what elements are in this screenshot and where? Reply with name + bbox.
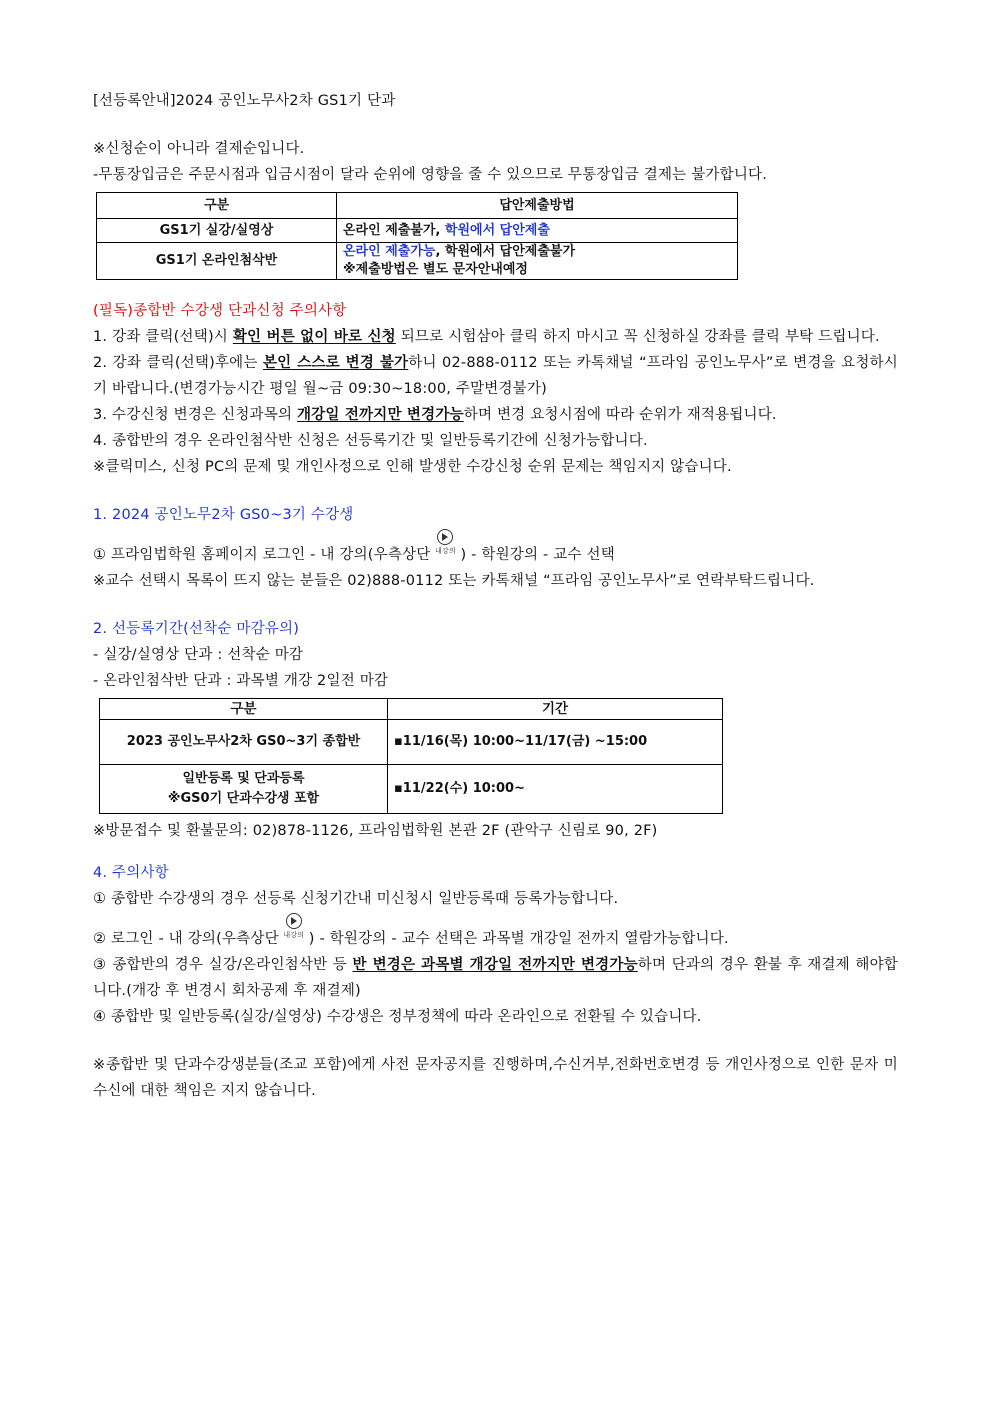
- table-row: [97, 219, 738, 243]
- section-2-heading: 2. 선등록기간(선착순 마감유의): [93, 621, 300, 637]
- section-1-step-rest: ) - 학원강의 - 교수 선택: [460, 547, 615, 563]
- caution-item-1: [93, 324, 898, 350]
- section-4-item-3-text: ③ 종합반의 경우 실강/온라인첨삭반 등: [93, 957, 353, 973]
- section-4-heading: 4. 주의사항: [93, 865, 169, 881]
- caution-note: ※클릭미스, 신청 PC의 문제 및 개인사정으로 인해 발생한 수강신청 순위 문제는 책임지지 않습니다.: [93, 459, 732, 475]
- spacer: [93, 114, 898, 136]
- row1-method-highlight: 학원에서 답안제출: [444, 222, 550, 238]
- caution-item-4: 4. 종합반의 경우 온라인첨삭반 신청은 선등록기간 및 일반등록기간에 신청가능합니다.: [93, 433, 648, 449]
- period-row2-date: ▪11/22(수) 10:00~: [388, 765, 723, 814]
- section-4-item-3: [93, 952, 898, 1004]
- section-4-item-4: ④ 종합반 및 일반등록(실강/실영상) 수강생은 정부정책에 따라 온라인으로 전환될 수 있습니다.: [93, 1009, 702, 1025]
- header-category: 구분: [100, 699, 388, 720]
- caution-heading: (필독)종합반 수강생 단과신청 주의사항: [93, 303, 347, 319]
- row2-method-note: ※제출방법은 별도 문자안내예정: [343, 262, 528, 277]
- section-1-step-text: ① 프라임법학원 홈페이지 로그인 - 내 강의(우측상단: [93, 547, 431, 563]
- section-4-item-3-emphasis: 반 변경은 과목별 개강일 전까지만 변경가능: [352, 957, 638, 973]
- my-lecture-play-icon: [430, 543, 460, 565]
- spacer: [93, 1030, 898, 1052]
- row2-method-highlight: 온라인 제출가능: [343, 244, 436, 259]
- my-lecture-icon-label: 내강의: [283, 931, 305, 939]
- table-header-row: [100, 699, 723, 720]
- caution-item-2-text: 2. 강좌 클릭(선택)후에는: [93, 355, 263, 371]
- row2-method-text: , 학원에서 답안제출불가: [435, 244, 576, 259]
- caution-item-3-emphasis: 개강일 전까지만 변경가능: [296, 407, 464, 423]
- caution-item-1-rest: 되므로 시험삼아 클릭 하지 마시고 꼭 신청하실 강좌를 클릭 부탁 드립니다.: [395, 329, 880, 345]
- caution-item-3: [93, 402, 898, 428]
- submission-method-table: [96, 192, 738, 280]
- row1-method-text: 온라인 제출불가,: [343, 222, 445, 238]
- document-title: [선등록안내]2024 공인노무사2차 GS1기 단과: [93, 93, 396, 109]
- caution-item-2-rest: 하니 02-888-0112 또는 카톡채널 “프라임 공인노무사”로 변경을 요청하시기 바랍니다.(변경가능시간 평일 월~금 09:30~18:00, 주말변경불가): [93, 355, 898, 397]
- caution-item-1-emphasis: 확인 버튼 없이 바로 신청: [232, 329, 396, 345]
- table-row: [100, 765, 723, 814]
- section-4-item-2-text: ② 로그인 - 내 강의(우측상단: [93, 931, 279, 947]
- row1-category: GS1기 실강/실영상: [97, 219, 337, 243]
- caution-item-2: [93, 350, 898, 402]
- section-4-item-2-rest: ) - 학원강의 - 교수 선택은 과목별 개강일 전까지 열람가능합니다.: [308, 931, 729, 947]
- table-row: [97, 243, 738, 280]
- my-lecture-play-icon: [279, 927, 309, 949]
- section-4-item-1: ① 종합반 수강생의 경우 선등록 신청기간내 미신청시 일반등록때 등록가능합니다.: [93, 891, 619, 907]
- caution-item-1-text: 1. 강좌 클릭(선택)시: [93, 329, 233, 345]
- section-4-item-2: [93, 926, 898, 952]
- section-4-item-3-rest: 하며 단과의 경우 환불 후 재결제 해야합니다.(개강 후 변경시 회차공제 후 재결제): [93, 957, 898, 999]
- section-2-line-1: - 실강/실영상 단과 : 선착순 마감: [93, 647, 304, 663]
- caution-item-3-text: 3. 수강신청 변경은 신청과목의: [93, 407, 297, 423]
- registration-period-table: [99, 698, 723, 814]
- spacer: [93, 912, 898, 926]
- contact-info: ※방문접수 및 환불문의: 02)878-1126, 프라임법학원 본관 2F (관악구 신림로 90, 2F): [93, 823, 658, 839]
- caution-item-3-rest: 하며 변경 요청시점에 따라 순위가 재적용됩니다.: [463, 407, 777, 423]
- notice-line-2: -무통장입금은 주문시점과 입금시점이 달라 순위에 영향을 줄 수 있으므로 무통장입금 결제는 불가합니다.: [93, 167, 768, 183]
- spacer: [93, 528, 898, 542]
- row2-method: [337, 243, 738, 280]
- period-row2-category-line1: 일반등록 및 단과등록: [182, 771, 305, 786]
- spacer: [93, 480, 898, 502]
- table-header-row: [97, 193, 738, 219]
- header-period: 기간: [388, 699, 723, 720]
- spacer: [93, 594, 898, 616]
- row1-method: [337, 219, 738, 243]
- header-category: 구분: [97, 193, 337, 219]
- table-row: [100, 720, 723, 765]
- period-row2-category-line2: ※GS0기 단과수강생 포함: [167, 791, 320, 806]
- period-row1-date: ▪11/16(목) 10:00~11/17(금) ~15:00: [388, 720, 723, 765]
- section-1-heading: 1. 2024 공인노무2차 GS0~3기 수강생: [93, 507, 354, 523]
- period-row2-category: [100, 765, 388, 814]
- document-page: [93, 88, 898, 1104]
- header-submission-method: 답안제출방법: [337, 193, 738, 219]
- spacer: [93, 844, 898, 860]
- section-2-line-2: - 온라인첨삭반 단과 : 과목별 개강 2일전 마감: [93, 673, 389, 689]
- section-1-note: ※교수 선택시 목록이 뜨지 않는 분들은 02)888-0112 또는 카톡채널 “프라임 공인노무사”로 연락부탁드립니다.: [93, 573, 815, 589]
- footer-note: ※종합반 및 단과수강생분들(조교 포함)에게 사전 문자공지를 진행하며,수신거부,전화번호변경 등 개인사정으로 인한 문자 미수신에 대한 책임은 지지 않습니다.: [93, 1057, 898, 1099]
- my-lecture-icon-label: 내강의: [435, 547, 456, 555]
- caution-item-2-emphasis: 본인 스스로 변경 불가: [262, 355, 409, 371]
- section-1-step: [93, 542, 898, 568]
- period-row1-category: 2023 공인노무사2차 GS0~3기 종합반: [100, 720, 388, 765]
- notice-line-1: ※신청순이 아니라 결제순입니다.: [93, 141, 305, 157]
- row2-category: GS1기 온라인첨삭반: [97, 243, 337, 280]
